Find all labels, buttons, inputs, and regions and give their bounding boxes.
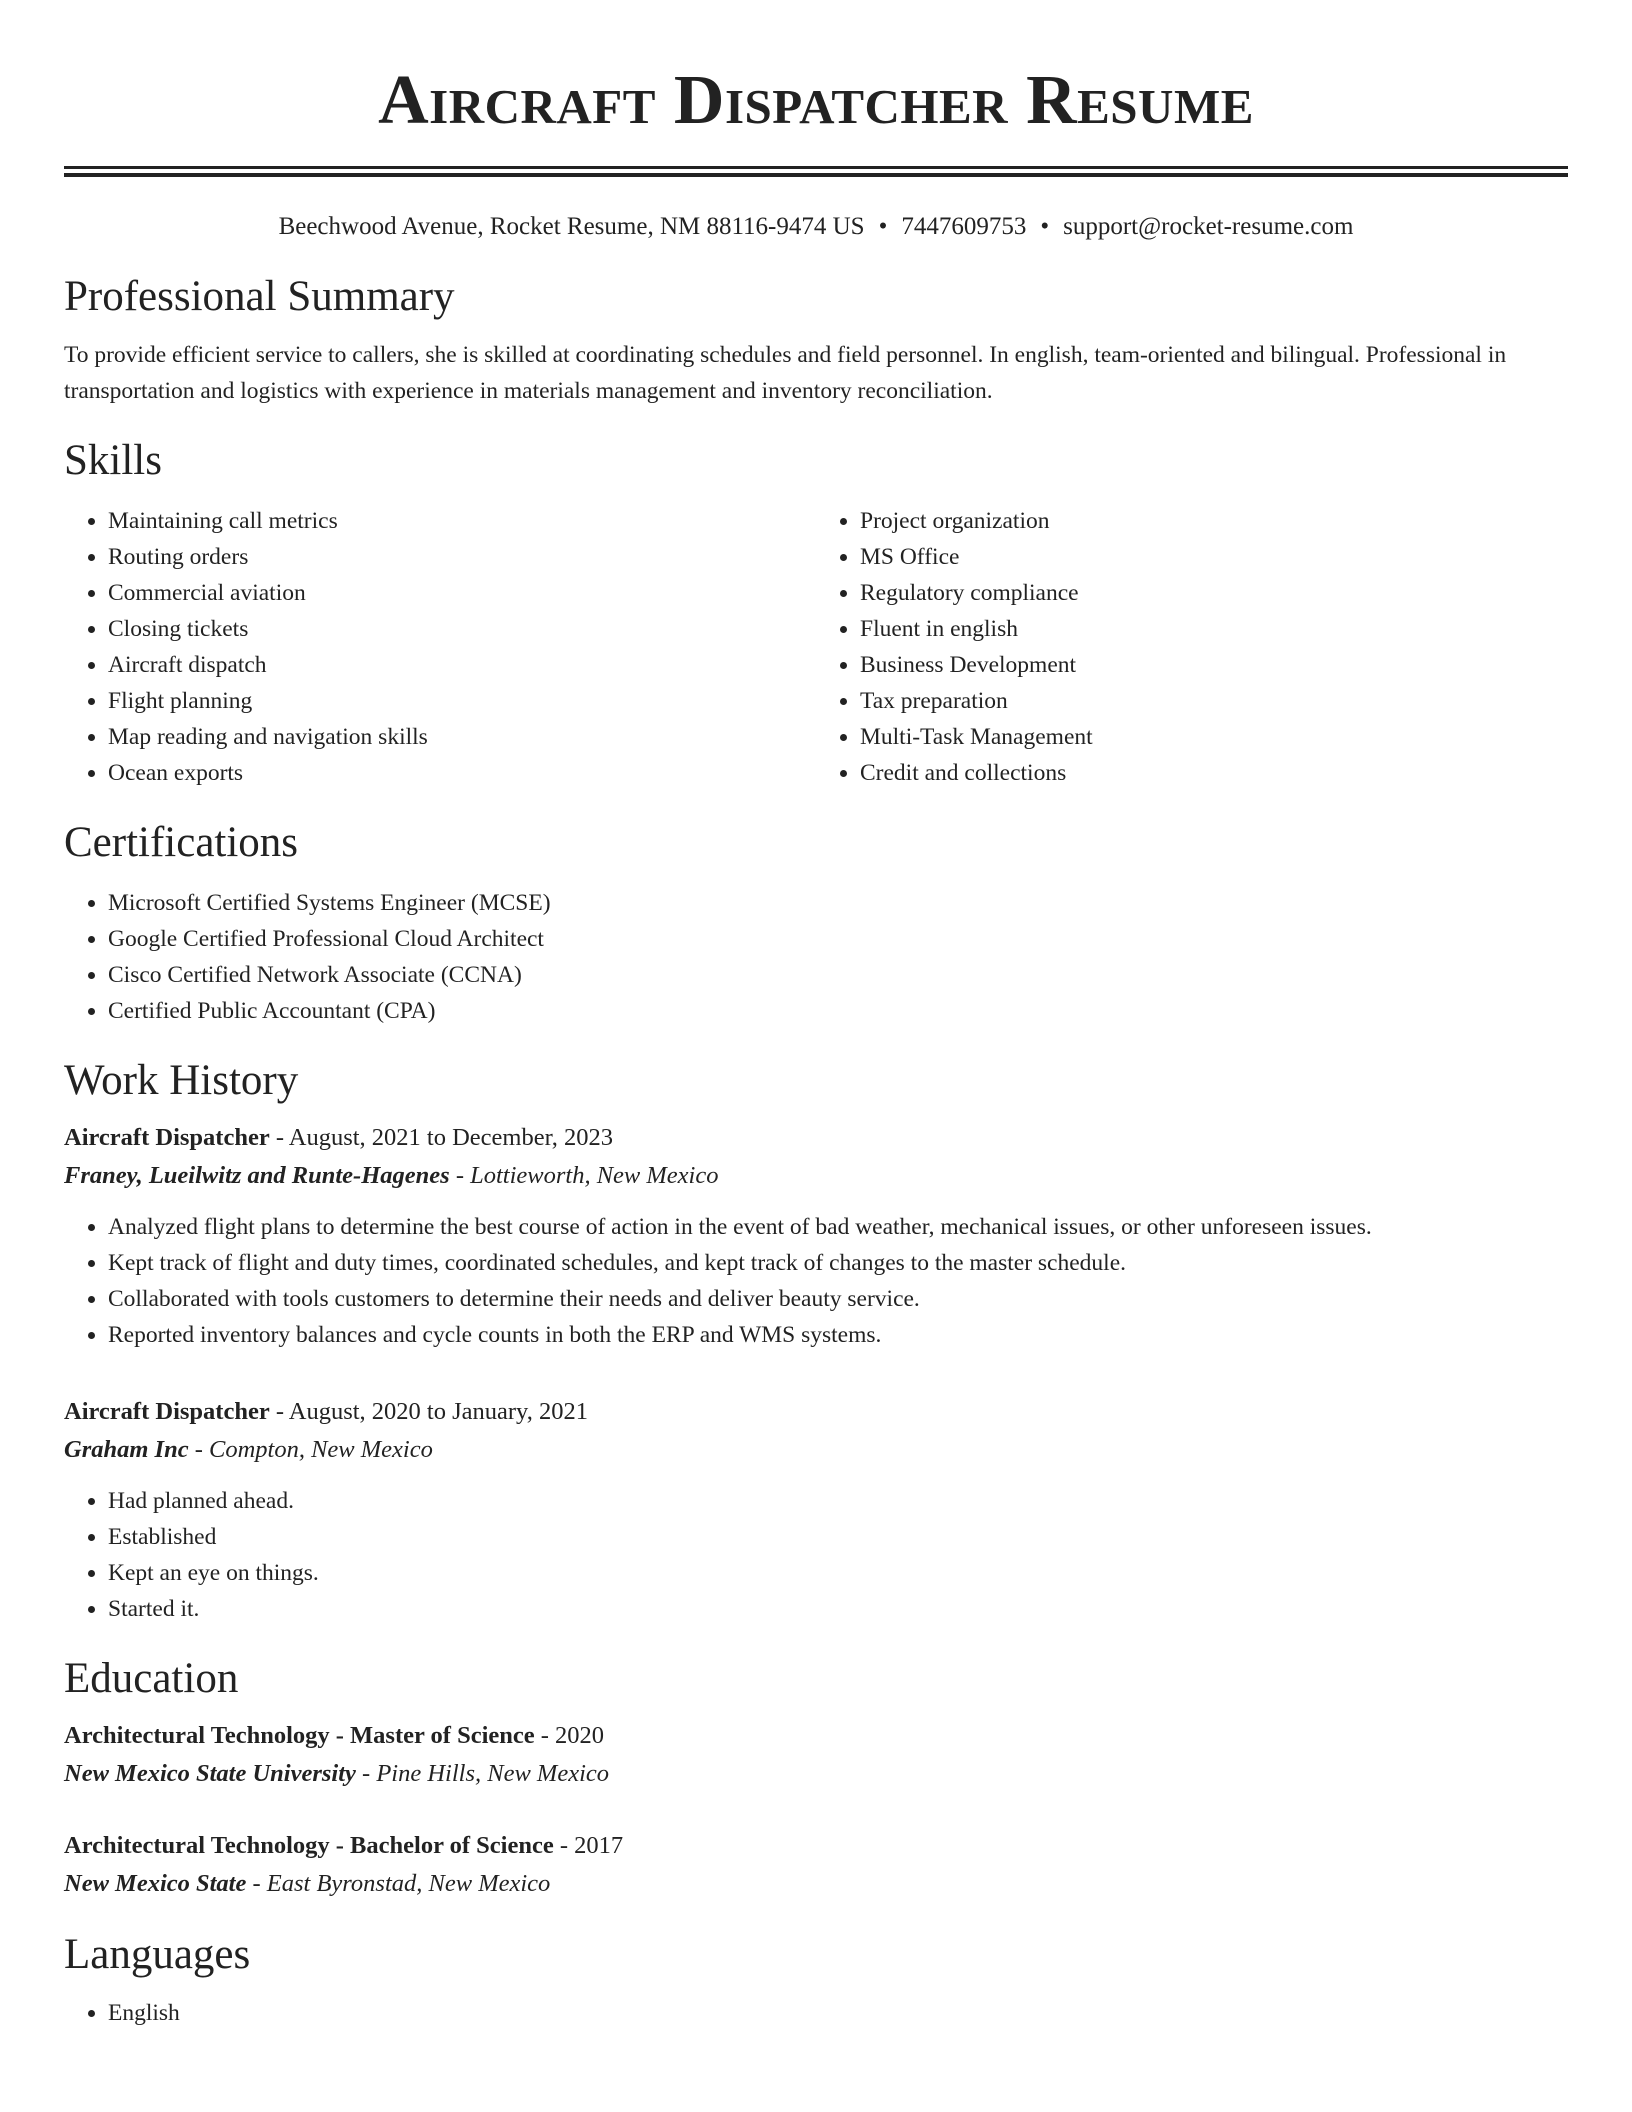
skills-section <box>64 435 1568 791</box>
work-history-section <box>64 1055 1568 1627</box>
education-degree: Architectural Technology - Bachelor of Science <box>64 1832 554 1859</box>
education-school-line <box>64 1755 1568 1793</box>
job-bullet: • Established <box>108 1519 1568 1555</box>
certification-item: • Certified Public Accountant (CPA) <box>108 993 1568 1029</box>
education-location: - Pine Hills, New Mexico <box>355 1760 610 1787</box>
education-entry <box>64 1827 1568 1903</box>
education-entry <box>64 1717 1568 1793</box>
skill-item: • MS Office <box>860 539 1568 575</box>
skill-item: • Flight planning <box>108 683 816 719</box>
contact-email: support@rocket-resume.com <box>1063 213 1354 240</box>
education-location: - East Byronstad, New Mexico <box>246 1870 551 1897</box>
skill-item: • Credit and collections <box>860 755 1568 791</box>
education-degree: Architectural Technology - Master of Science <box>64 1722 535 1749</box>
languages-section <box>64 1929 1568 2031</box>
skill-item: • Routing orders <box>108 539 816 575</box>
skill-item: • Tax preparation <box>860 683 1568 719</box>
certification-item: • Google Certified Professional Cloud Architect <box>108 921 1568 957</box>
education-degree-line <box>64 1827 1568 1865</box>
education-year: - 2017 <box>553 1832 624 1859</box>
job-company: Graham Inc <box>64 1436 189 1463</box>
skills-heading: Skills <box>64 437 162 484</box>
skill-item: • Closing tickets <box>108 611 816 647</box>
job-company: Franey, Lueilwitz and Runte-Hagenes <box>64 1162 450 1189</box>
skill-item: • Project organization <box>860 503 1568 539</box>
skill-item: • Commercial aviation <box>108 575 816 611</box>
contact-separator: • <box>1040 213 1050 240</box>
summary-heading: Professional Summary <box>64 273 455 320</box>
summary-text: To provide efficient service to callers, she is skilled at coordinating schedules and field personnel. In english, team-oriented and bilingual. Professional in transportation and logistics with experience in materials management and inventory reconciliation. <box>64 342 1507 404</box>
job-bullets <box>64 1209 1568 1353</box>
job-title-line <box>64 1393 1568 1431</box>
job-title: Aircraft Dispatcher <box>64 1124 270 1151</box>
skill-item: • Regulatory compliance <box>860 575 1568 611</box>
job-bullet: • Started it. <box>108 1591 1568 1627</box>
certification-item: • Microsoft Certified Systems Engineer (MCSE) <box>108 885 1568 921</box>
job-location: - Lottieworth, New Mexico <box>449 1162 719 1189</box>
language-item: • English <box>108 1995 1568 2031</box>
certifications-heading: Certifications <box>64 819 299 866</box>
job-company-line <box>64 1431 1568 1469</box>
education-section <box>64 1653 1568 1903</box>
skill-item: • Aircraft dispatch <box>108 647 816 683</box>
contact-line <box>64 211 1568 243</box>
skill-item: • Ocean exports <box>108 755 816 791</box>
title-divider <box>64 166 1568 177</box>
certifications-section <box>64 817 1568 1029</box>
education-degree-line <box>64 1717 1568 1755</box>
skill-item: • Maintaining call metrics <box>108 503 816 539</box>
certification-item: • Cisco Certified Network Associate (CCNA) <box>108 957 1568 993</box>
job-entry <box>64 1119 1568 1353</box>
contact-phone: 7447609753 <box>901 213 1027 240</box>
skills-list-left <box>64 503 816 791</box>
education-school: New Mexico State <box>64 1870 247 1897</box>
skill-item: • Business Development <box>860 647 1568 683</box>
skill-item: • Map reading and navigation skills <box>108 719 816 755</box>
job-bullets <box>64 1483 1568 1627</box>
summary-section <box>64 271 1568 409</box>
education-year: - 2020 <box>534 1722 605 1749</box>
languages-heading: Languages <box>64 1931 251 1978</box>
education-school-line <box>64 1865 1568 1903</box>
job-dates: - August, 2020 to January, 2021 <box>269 1398 588 1425</box>
education-school: New Mexico State University <box>64 1760 356 1787</box>
job-bullet: • Had planned ahead. <box>108 1483 1568 1519</box>
skills-list-right <box>816 503 1568 791</box>
job-location: - Compton, New Mexico <box>188 1436 433 1463</box>
job-title: Aircraft Dispatcher <box>64 1398 270 1425</box>
skill-item: • Multi-Task Management <box>860 719 1568 755</box>
contact-address: Beechwood Avenue, Rocket Resume, NM 88116-9474 US <box>278 213 865 240</box>
job-title-line <box>64 1119 1568 1157</box>
resume-title: Aircraft Dispatcher Resume <box>378 62 1254 139</box>
certifications-list <box>64 885 1568 1029</box>
job-bullet: • Analyzed flight plans to determine the best course of action in the event of bad weather, mechanical issues, or other unforeseen issues. <box>108 1209 1568 1245</box>
job-bullet: • Kept track of flight and duty times, coordinated schedules, and kept track of changes to the master schedule. <box>108 1245 1568 1281</box>
job-bullet: • Collaborated with tools customers to determine their needs and deliver beauty service. <box>108 1281 1568 1317</box>
job-entry <box>64 1393 1568 1627</box>
skill-item: • Fluent in english <box>860 611 1568 647</box>
job-bullet: • Reported inventory balances and cycle counts in both the ERP and WMS systems. <box>108 1317 1568 1353</box>
skills-columns <box>64 503 1568 791</box>
work-history-heading: Work History <box>64 1057 299 1104</box>
job-dates: - August, 2021 to December, 2023 <box>269 1124 614 1151</box>
education-heading: Education <box>64 1655 239 1702</box>
job-company-line <box>64 1157 1568 1195</box>
languages-list <box>64 1995 1568 2031</box>
contact-separator: • <box>878 213 888 240</box>
job-bullet: • Kept an eye on things. <box>108 1555 1568 1591</box>
